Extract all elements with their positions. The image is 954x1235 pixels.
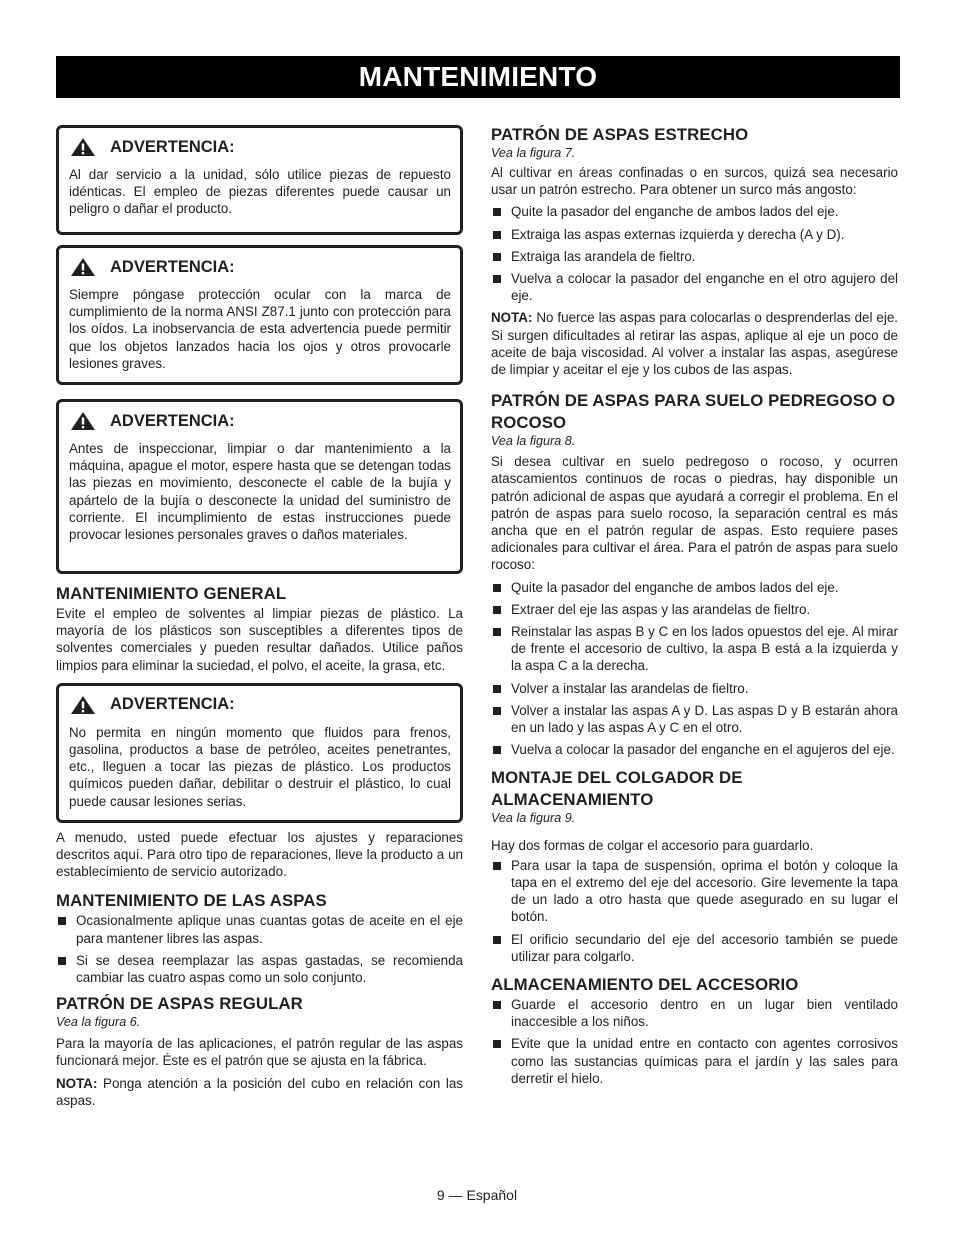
list-item: Volver a instalar las aspas A y D. Las aspas D y B estarán ahora en un lado y las aspas A y C en el otro. — [491, 702, 898, 736]
figure-reference: Vea la figura 8. — [491, 434, 576, 449]
section-heading: MONTAJE DEL COLGADOR DE ALMACENAMIENTO — [491, 768, 743, 810]
section-heading: PATRÓN DE ASPAS REGULAR — [56, 994, 303, 1014]
page-title: MANTENIMIENTO — [56, 56, 900, 98]
paragraph: Al cultivar en áreas confinadas o en surcos, quizá sea necesario usar un patrón estrecho. Para obtener un surco más angosto: — [491, 165, 898, 198]
figure-reference: Vea la figura 9. — [491, 811, 576, 826]
section-heading: MANTENIMIENTO DE LAS ASPAS — [56, 891, 327, 911]
section-heading: MANTENIMIENTO GENERAL — [56, 584, 287, 603]
warning-text: Al dar servicio a la unidad, sólo utilice piezas de repuesto idénticas. El empleo de piezas diferentes puede causar un peligro o dañar el producto. — [69, 167, 451, 217]
figure-reference: Vea la figura 6. — [56, 1015, 141, 1030]
note-text: No fuerce las aspas para colocarlas o desprenderlas del eje. Si surgen dificultades al retirar las aspas, aplique al eje un poco de aceite de baja viscosidad. Al volver a instalar las aspas, asegúrese de limpiar y aceitar el eje y los cubos de las aspas. — [491, 310, 898, 378]
warning-triangle-icon — [70, 411, 96, 431]
warning-label: ADVERTENCIA: — [110, 137, 235, 156]
bullet-list — [491, 857, 898, 965]
warning-triangle-icon — [70, 695, 96, 715]
note — [491, 309, 898, 378]
bullet-list — [491, 203, 898, 304]
warning-heading — [70, 137, 451, 157]
warning-label: ADVERTENCIA: — [110, 411, 235, 430]
bullet-list — [491, 579, 898, 759]
list-item: Ocasionalmente aplique unas cuantas gotas de aceite en el eje para mantener libres las aspas. — [56, 912, 463, 946]
list-item: Si se desea reemplazar las aspas gastadas, se recomienda cambiar las cuatro aspas como un solo conjunto. — [56, 952, 463, 986]
warning-box — [56, 683, 463, 823]
list-item: Evite que la unidad entre en contacto con agentes corrosivos como las sustancias químicas para el jardín y las sales para derretir el hielo. — [491, 1035, 898, 1087]
warning-text: Antes de inspeccionar, limpiar o dar mantenimiento a la máquina, apague el motor, espere hasta que se detengan todas las piezas en movimiento, desconecte el cable de la bujía y apártelo de la bujía o desconecte la unidad del suministro de corriente. El incumplimiento de estas instrucciones puede provocar lesiones personales graves o daños materiales. — [69, 441, 451, 543]
bullet-list — [491, 996, 898, 1087]
warning-heading — [70, 257, 451, 277]
warning-box — [56, 399, 463, 574]
page-footer: 9 — Español — [436, 1187, 518, 1203]
warning-label: ADVERTENCIA: — [110, 695, 235, 714]
warning-text: Siempre póngase protección ocular con la marca de cumplimiento de la norma ANSI Z87.1 junto con protección para los oídos. La inobservancia de esta advertencia puede permitir que los objetos lanzados hacia los ojos y otros provocarle lesiones graves. — [69, 287, 451, 371]
list-item: Extraiga las aspas externas izquierda y derecha (A y D). — [491, 226, 898, 243]
note-label: NOTA: — [56, 1075, 98, 1091]
section-heading: ALMACENAMIENTO DEL ACCESORIO — [491, 974, 799, 994]
list-item: Extraiga las arandela de fieltro. — [491, 248, 898, 265]
bullet-list — [56, 912, 463, 986]
warning-box — [56, 245, 463, 385]
paragraph: Evite el empleo de solventes al limpiar piezas de plástico. La mayoría de los plásticos son susceptibles a diferentes tipos de solventes comerciales y pueden resultar dañados. Utilice paños limpios para eliminar la suciedad, el polvo, el aceite, la grasa, etc. — [56, 606, 463, 673]
right-column — [491, 124, 898, 1092]
list-item: Vuelva a colocar la pasador del enganche en el agujeros del eje. — [491, 741, 898, 758]
note-text: Ponga atención a la posición del cubo en relación con las aspas. — [56, 1075, 463, 1108]
list-item: El orificio secundario del eje del accesorio también se puede utilizar para colgarlo. — [491, 931, 898, 965]
warning-triangle-icon — [70, 257, 96, 277]
list-item: Quite la pasador del enganche de ambos lados del eje. — [491, 203, 898, 220]
section-heading: PATRÓN DE ASPAS ESTRECHO — [491, 125, 749, 144]
note-label: NOTA: — [491, 310, 533, 326]
list-item: Extraer del eje las aspas y las arandelas de fieltro. — [491, 601, 898, 618]
list-item: Reinstalar las aspas B y C en los lados opuestos del eje. Al mirar de frente el accesorio de cultivo, la aspa B está a la izquierda y la aspa C a la derecha. — [491, 623, 898, 675]
left-column — [56, 124, 463, 1109]
figure-reference: Vea la figura 7. — [491, 146, 576, 160]
list-item: Quite la pasador del enganche de ambos lados del eje. — [491, 579, 898, 596]
section-heading: PATRÓN DE ASPAS PARA SUELO PEDREGOSO O ROCOSO — [491, 391, 896, 433]
warning-label: ADVERTENCIA: — [110, 257, 235, 276]
note — [56, 1075, 463, 1109]
paragraph: Si desea cultivar en suelo pedregoso o rocoso, y ocurren atascamientos continuos de rocas o piedras, hay disponible un patrón adicional de aspas que ayudará a corregir el problema. En el patrón de aspas para suelo rocoso, la separación central es más ancha que en el patrón regular de aspas. Esto requiere pases adicionales para cultivar el área. Para el patrón de aspas para suelo rocoso: — [491, 454, 898, 573]
paragraph: A menudo, usted puede efectuar los ajustes y reparaciones descritos aquí. Para otro tipo de reparaciones, lleve la producto a un establecimiento de servicio autorizado. — [56, 829, 463, 880]
paragraph: Para la mayoría de las aplicaciones, el patrón regular de las aspas funcionará mejor. Éste es el patrón que se ajusta en la fábrica. — [56, 1036, 463, 1069]
list-item: Guarde el accesorio dentro en un lugar bien ventilado inaccesible a los niños. — [491, 996, 898, 1030]
warning-text: No permita en ningún momento que fluidos para frenos, gasolina, productos a base de petróleo, aceites penetrantes, etc., lleguen a tocar las piezas de plástico. Los productos químicos pueden dañar, debilitar o destruir el plástico, lo cual puede causar lesiones serias. — [69, 724, 451, 809]
warning-box — [56, 125, 463, 235]
warning-triangle-icon — [70, 137, 96, 157]
list-item: Vuelva a colocar la pasador del enganche en el otro agujero del eje. — [491, 270, 898, 304]
warning-heading — [70, 411, 451, 431]
paragraph: Hay dos formas de colgar el accesorio para guardarlo. — [491, 838, 814, 854]
warning-heading — [70, 695, 451, 715]
list-item: Para usar la tapa de suspensión, oprima el botón y coloque la tapa en el extremo del eje del accesorio. Gire levemente la tapa de un lado a otro hasta que quede asegurado en su lugar el botón. — [491, 857, 898, 926]
list-item: Volver a instalar las arandelas de fieltro. — [491, 680, 898, 697]
